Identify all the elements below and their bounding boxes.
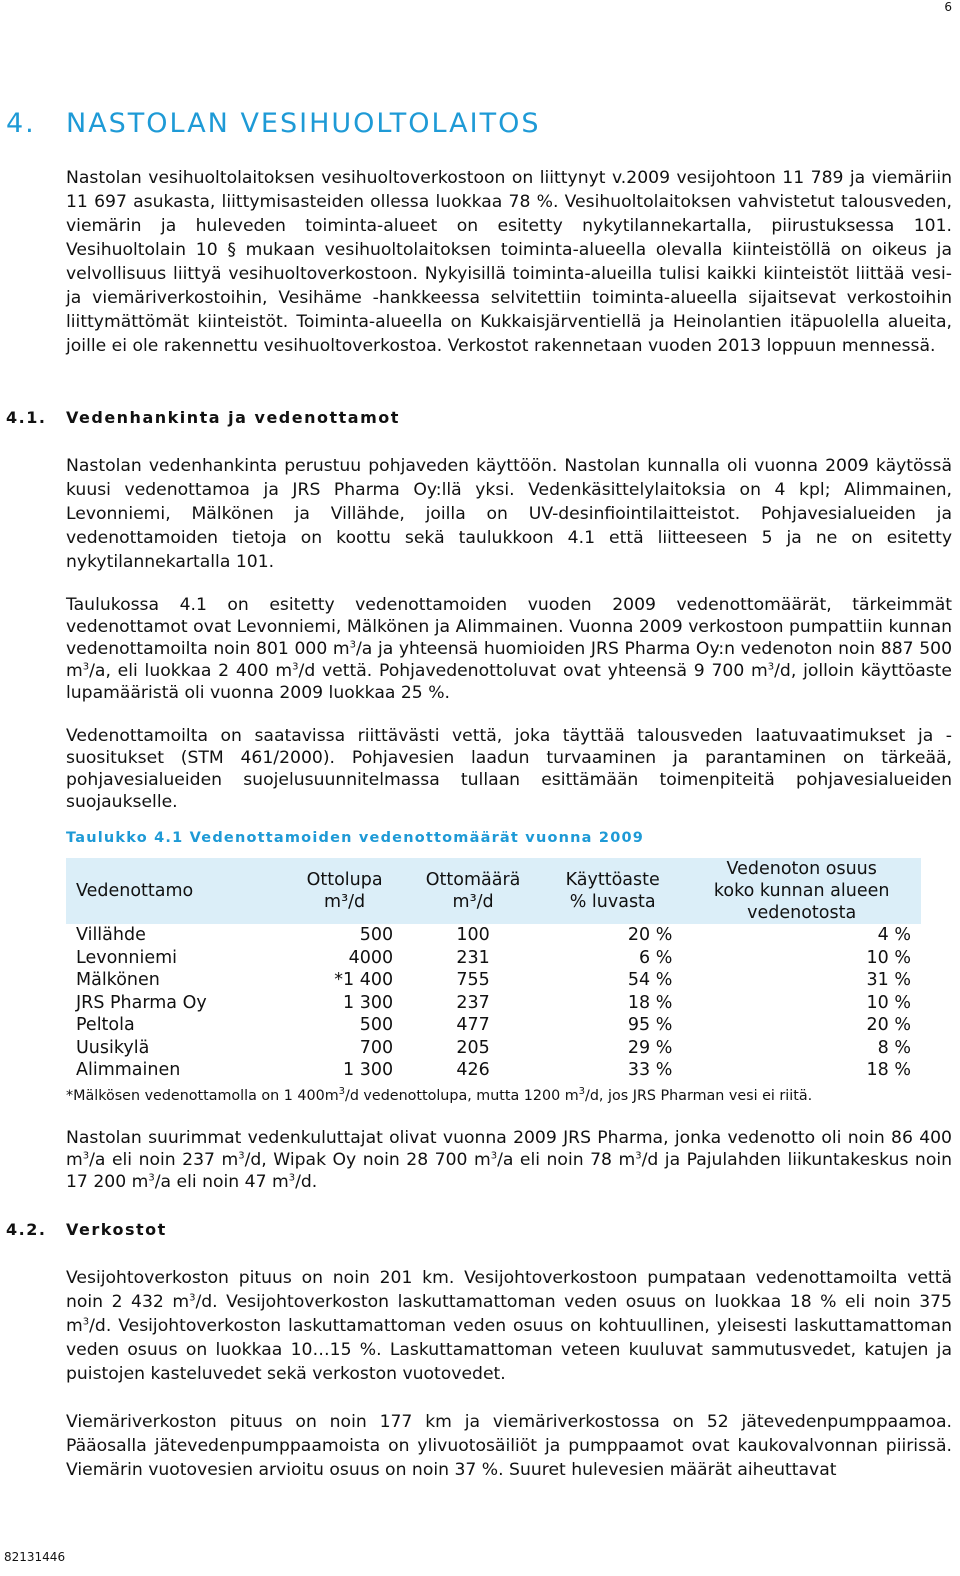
cell-share: 4 % — [877, 925, 911, 946]
cell-usage: 33 % — [627, 1060, 673, 1081]
cell-permit: 700 — [359, 1037, 394, 1058]
section-number: 4.1. — [6, 408, 47, 427]
section1-paragraph-1: Nastolan vedenhankinta perustuu pohjaveden käyttöön. Nastolan kunnalla oli vuonna 2009 käytössä kuusi vedenottamoa ja JRS Pharma Oy:llä yksi. Vedenkäsittelylaitoksia on 4 kpl; Alimmainen, Levonniemi, Mälkönen ja Villähde, joilla on UV-desinfiointilaitteistot. Pohjavesialueiden ja vedenottamoiden tietoja on koottu sekä taulukkoon 4.1 että liitteeseen 5 ja ne on esitetty nykytilannekartalla 101. — [66, 456, 952, 572]
cell-name: Peltola — [76, 1015, 135, 1036]
cell-share: 31 % — [866, 970, 911, 991]
cell-usage: 20 % — [627, 925, 673, 946]
cell-amount: 426 — [456, 1060, 490, 1081]
water-intake-table — [66, 858, 921, 1082]
document-id: 82131446 — [4, 1550, 66, 1564]
table-row — [66, 969, 921, 992]
table-row — [66, 1059, 921, 1082]
table-header-row — [66, 858, 921, 924]
cell-usage: 18 % — [627, 992, 673, 1013]
cell-name: Levonniemi — [76, 947, 177, 968]
cell-amount: 755 — [456, 970, 490, 991]
table-row — [66, 924, 921, 947]
header-name: Vedenottamo — [66, 858, 286, 924]
table-row — [66, 947, 921, 970]
section2-paragraph-1: Vesijohtoverkoston pituus on noin 201 km. Vesijohtoverkostoon pumpataan vedenottamoilta vettä noin 2 432 $m^3/d$. Vesijohtoverkoston laskuttamattoman veden osuus on luokkaa 18 % eli noin 375 $m^3/d$. Vesijohtoverkoston laskuttamattoman veden osuus on kohtuullinen, yleisesti laskuttamattoman veden osuus on luokkaa 10…15 %. Laskuttamattoman veteen kuuluvat sammutusvedet, katujen ja puistojen kasteluvedet sekä verkoston vuotovedet. — [66, 1268, 953, 1384]
cell-name: Uusikylä — [76, 1037, 150, 1058]
cell-share: 10 % — [866, 992, 911, 1013]
cell-amount: 231 — [456, 947, 490, 968]
chapter-number: 4. — [6, 108, 36, 139]
cell-share: 8 % — [877, 1037, 911, 1058]
section-heading-4-2 — [6, 1220, 167, 1239]
chapter-title: NASTOLAN VESIHUOLTOLAITOS — [66, 108, 541, 139]
table-row — [66, 1037, 921, 1060]
cell-name: JRS Pharma Oy — [76, 992, 207, 1013]
cell-permit: 1 300 — [343, 992, 394, 1013]
cell-amount: 477 — [456, 1015, 490, 1036]
table-row — [66, 1014, 921, 1037]
section1-paragraph-3: Vedenottamoilta on saatavissa riittävästi vettä, joka täyttää talousveden laatuvaatimukset ja -suositukset (STM 461/2000). Pohjavesien laadun turvaaminen ja parantaminen on tärkeää, pohjavesialueiden suojelusuunnitelmassa tullaan esittämään toimenpiteitä pohjavesialueiden suojaukselle. — [66, 726, 952, 812]
chapter-heading — [6, 108, 540, 139]
cell-name: Villähde — [76, 925, 146, 946]
intro-paragraph: Nastolan vesihuoltolaitoksen vesihuoltoverkostoon on liittynyt v.2009 vesijohtoon 11 789 ja viemäriin 11 697 asukasta, liittymisasteiden ollessa luokkaa 78 %. Vesihuoltolaitoksen vahvistetut talousveden, viemärin ja huleveden toiminta-alueet on esitetty nykytilannekartalla, piirustuksessa 101. Vesihuoltolain 10 § mukaan vesihuoltolaitoksen toiminta-alueella olevalla kiinteistöllä on oikeus ja velvollisuus liittyä vesihuoltoverkostoon. Nykyisillä toiminta-alueilla tulisi kaikki kiinteistöt liittää vesi- ja viemäriverkostoihin, Vesihäme -hankkeessa selvitettiin toiminta-alueella sijaitsevat verkostoihin liittymättömät kiinteistöt. Toiminta-alueella on Kukkaisjärventiellä ja Heinolantien itäpuolella alueita, joille ei ole rakennettu vesihuoltoverkostoa. Verkostot rakennetaan vuoden 2013 loppuun mennessä. — [66, 168, 952, 356]
cell-amount: 237 — [456, 992, 490, 1013]
cell-usage: 95 % — [627, 1015, 673, 1036]
table-footnote: *Mälkösen vedenottamolla on 1 $400m^3/d$ vedenottolupa, mutta 1200 $m^3/d$, jos JRS Pharman vesi ei riitä. — [66, 1086, 813, 1104]
table-row — [66, 992, 921, 1015]
cell-share: 20 % — [866, 1015, 911, 1036]
cell-usage: 54 % — [627, 970, 673, 991]
cell-share: 10 % — [866, 947, 911, 968]
cell-share: 18 % — [866, 1060, 911, 1081]
page-number: 6 — [944, 0, 952, 14]
cell-usage: 29 % — [627, 1037, 673, 1058]
section-title: Verkostot — [66, 1220, 167, 1239]
cell-permit: *1 400 — [334, 970, 394, 991]
section1-paragraph-2: Taulukossa 4.1 on esitetty vedenottamoiden vuoden 2009 vedenottomäärät, tärkeimmät vedenottamot ovat Levonniemi, Mälkönen ja Alimmainen. Vuonna 2009 verkostoon pumpattiin kunnan vedenottamoilta noin 801 000 $m^3/a$ ja yhteensä huomioiden JRS Pharma Oy:n vedenoton noin 887 500 $m^3/a$, eli luokkaa 2 400 $m^3/d$ vettä. Pohjavedenottoluvat ovat yhteensä 9 700 $m^3/d$, jolloin käyttöaste lupamääristä oli vuonna 2009 luokkaa 25 %. — [66, 595, 953, 703]
cell-usage: 6 % — [639, 947, 673, 968]
section-heading-4-1 — [6, 408, 400, 427]
consumers-paragraph: Nastolan suurimmat vedenkuluttajat olivat vuonna 2009 JRS Pharma, jonka vedenotto oli noin 86 400 $m^3/a$ eli noin 237 $m^3/d$, Wipak Oy noin 28 700 $m^3/a$ eli noin 78 $m^3/d$ ja Pajulahden liikuntakeskus noin 17 200 $m^3/a$ eli noin 47 $m^3/d$. — [66, 1128, 953, 1192]
header-usage: Käyttöaste % luvasta — [543, 858, 682, 924]
header-permit: Ottolupa m³/d — [286, 858, 403, 924]
cell-permit: 4000 — [348, 947, 394, 968]
cell-permit: 500 — [359, 925, 394, 946]
table-caption: Taulukko 4.1 Vedenottamoiden vedenottomäärät vuonna 2009 — [66, 830, 645, 846]
cell-permit: 1 300 — [343, 1060, 394, 1081]
section-title: Vedenhankinta ja vedenottamot — [66, 408, 400, 427]
header-amount: Ottomäärä m³/d — [403, 858, 543, 924]
cell-amount: 205 — [456, 1037, 490, 1058]
section-number: 4.2. — [6, 1220, 47, 1239]
section2-paragraph-2: Viemäriverkoston pituus on noin 177 km ja viemäriverkostossa on 52 jätevedenpumppaamoa. Pääosalla jätevedenpumppaamoista on ylivuotosäiliöt ja pumppaamot ovat kaukovalvonnan piirissä. Viemärin vuotovesien arvioitu osuus on noin 37 %. Suuret hulevesien määrät aiheuttavat — [66, 1412, 952, 1480]
header-share: Vedenoton osuus koko kunnan alueen vedenotosta — [682, 858, 921, 924]
cell-permit: 500 — [359, 1015, 394, 1036]
cell-name: Alimmainen — [76, 1060, 181, 1081]
cell-amount: 100 — [456, 925, 490, 946]
cell-name: Mälkönen — [76, 970, 160, 991]
